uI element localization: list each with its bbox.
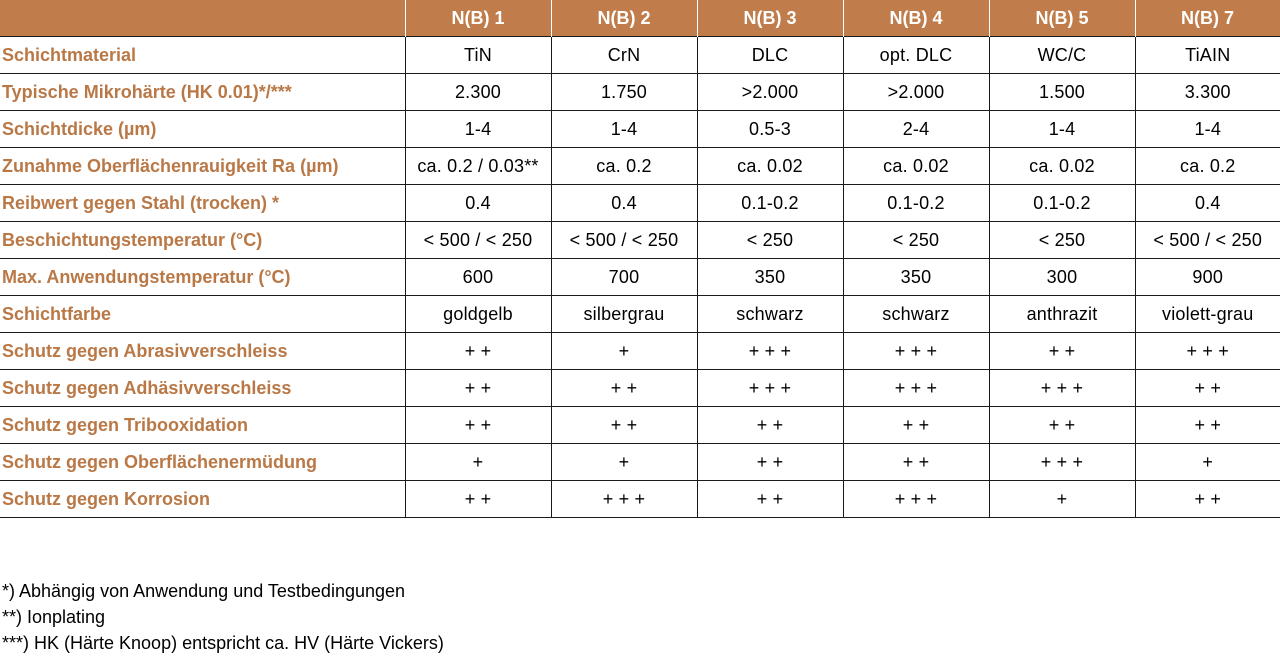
table-cell: 1-4: [405, 111, 551, 148]
table-cell: 1-4: [989, 111, 1135, 148]
footnote: *) Abhängig von Anwendung und Testbedingungen: [2, 581, 406, 601]
table-cell: + + +: [697, 370, 843, 407]
table-cell: >2.000: [843, 74, 989, 111]
table-row: [0, 111, 1280, 148]
table-cell: CrN: [551, 37, 697, 74]
table-cell: 600: [405, 259, 551, 296]
table-cell: + +: [1135, 481, 1280, 518]
table-cell: 1.500: [989, 74, 1135, 111]
table-cell: 0.5-3: [697, 111, 843, 148]
table-cell: 0.4: [551, 185, 697, 222]
table-cell: + +: [405, 407, 551, 444]
table-row: [0, 333, 1280, 370]
table-cell: + + +: [989, 370, 1135, 407]
table-cell: + +: [405, 333, 551, 370]
row-label: Schutz gegen Tribooxidation: [0, 407, 405, 444]
table-cell: + +: [1135, 407, 1280, 444]
table-cell: + +: [405, 481, 551, 518]
table-cell: goldgelb: [405, 296, 551, 333]
row-label: Schichtdicke (µm): [0, 111, 405, 148]
table-row: [0, 407, 1280, 444]
table-row: [0, 74, 1280, 111]
table-cell: + +: [405, 370, 551, 407]
row-label: Schutz gegen Oberflächenermüdung: [0, 444, 405, 481]
column-header: N(B) 3: [697, 0, 843, 37]
row-label: Schutz gegen Adhäsivverschleiss: [0, 370, 405, 407]
table-cell: TiAIN: [1135, 37, 1280, 74]
column-header: N(B) 4: [843, 0, 989, 37]
table-row: [0, 296, 1280, 333]
table-cell: + +: [1135, 370, 1280, 407]
table-row: [0, 37, 1280, 74]
table-cell: 350: [843, 259, 989, 296]
table-cell: < 250: [989, 222, 1135, 259]
row-label: Beschichtungstemperatur (°C): [0, 222, 405, 259]
table-cell: + +: [697, 481, 843, 518]
table-cell: 1-4: [1135, 111, 1280, 148]
table-cell: + +: [989, 407, 1135, 444]
table-row: [0, 148, 1280, 185]
table-cell: 0.1-0.2: [843, 185, 989, 222]
row-label: Typische Mikrohärte (HK 0.01)*/***: [0, 74, 405, 111]
table-row: [0, 222, 1280, 259]
table-cell: 300: [989, 259, 1135, 296]
table-row: [0, 444, 1280, 481]
row-label: Schutz gegen Abrasivverschleiss: [0, 333, 405, 370]
table-cell: >2.000: [697, 74, 843, 111]
row-label: Max. Anwendungstemperatur (°C): [0, 259, 405, 296]
footnotes: [2, 578, 444, 656]
table-cell: < 500 / < 250: [405, 222, 551, 259]
table-cell: schwarz: [697, 296, 843, 333]
table-cell: + + +: [697, 333, 843, 370]
table-cell: 3.300: [1135, 74, 1280, 111]
table-cell: ca. 0.02: [697, 148, 843, 185]
table-cell: + +: [843, 407, 989, 444]
table-cell: violett-grau: [1135, 296, 1280, 333]
table-cell: ca. 0.02: [843, 148, 989, 185]
row-label: Reibwert gegen Stahl (trocken) *: [0, 185, 405, 222]
table-cell: silbergrau: [551, 296, 697, 333]
table-cell: + +: [697, 444, 843, 481]
table-cell: < 250: [697, 222, 843, 259]
table-cell: 900: [1135, 259, 1280, 296]
table-cell: anthrazit: [989, 296, 1135, 333]
table-cell: 350: [697, 259, 843, 296]
table-cell: +: [551, 333, 697, 370]
table-cell: + +: [551, 407, 697, 444]
column-header: N(B) 5: [989, 0, 1135, 37]
table-cell: 1-4: [551, 111, 697, 148]
table-cell: ca. 0.2 / 0.03**: [405, 148, 551, 185]
table-cell: 1.750: [551, 74, 697, 111]
table-cell: + + +: [1135, 333, 1280, 370]
table-cell: +: [551, 444, 697, 481]
row-label: Schutz gegen Korrosion: [0, 481, 405, 518]
table-cell: 0.4: [405, 185, 551, 222]
table-row: [0, 370, 1280, 407]
table-cell: + +: [843, 444, 989, 481]
column-header: N(B) 7: [1135, 0, 1280, 37]
column-header: N(B) 1: [405, 0, 551, 37]
table-cell: opt. DLC: [843, 37, 989, 74]
table-cell: < 500 / < 250: [551, 222, 697, 259]
header-corner-cell: [0, 0, 405, 37]
table-cell: WC/C: [989, 37, 1135, 74]
table-cell: +: [405, 444, 551, 481]
table-cell: < 500 / < 250: [1135, 222, 1280, 259]
table-body: [0, 37, 1280, 518]
table-cell: + + +: [989, 444, 1135, 481]
table-cell: 2-4: [843, 111, 989, 148]
table-cell: TiN: [405, 37, 551, 74]
table-cell: 700: [551, 259, 697, 296]
table-cell: + +: [989, 333, 1135, 370]
table-cell: 0.1-0.2: [697, 185, 843, 222]
row-label: Schichtmaterial: [0, 37, 405, 74]
table-row: [0, 185, 1280, 222]
table-row: [0, 481, 1280, 518]
table-row: [0, 259, 1280, 296]
table-cell: < 250: [843, 222, 989, 259]
table-cell: ca. 0.02: [989, 148, 1135, 185]
table-cell: 2.300: [405, 74, 551, 111]
table-cell: + +: [551, 370, 697, 407]
column-header: N(B) 2: [551, 0, 697, 37]
table-cell: + + +: [551, 481, 697, 518]
table-cell: DLC: [697, 37, 843, 74]
table-cell: + + +: [843, 481, 989, 518]
table-cell: +: [989, 481, 1135, 518]
table-cell: 0.1-0.2: [989, 185, 1135, 222]
table-cell: schwarz: [843, 296, 989, 333]
footnote: ***) HK (Härte Knoop) entspricht ca. HV (Härte Vickers): [2, 633, 444, 653]
table-cell: 0.4: [1135, 185, 1280, 222]
row-label: Zunahme Oberflächenrauigkeit Ra (µm): [0, 148, 405, 185]
row-label: Schichtfarbe: [0, 296, 405, 333]
table-cell: ca. 0.2: [551, 148, 697, 185]
table-cell: ca. 0.2: [1135, 148, 1280, 185]
table-cell: +: [1135, 444, 1280, 481]
table-cell: + +: [697, 407, 843, 444]
table-header-row: [0, 0, 1280, 37]
table-cell: + + +: [843, 333, 989, 370]
footnote: **) Ionplating: [2, 607, 106, 627]
table-cell: + + +: [843, 370, 989, 407]
